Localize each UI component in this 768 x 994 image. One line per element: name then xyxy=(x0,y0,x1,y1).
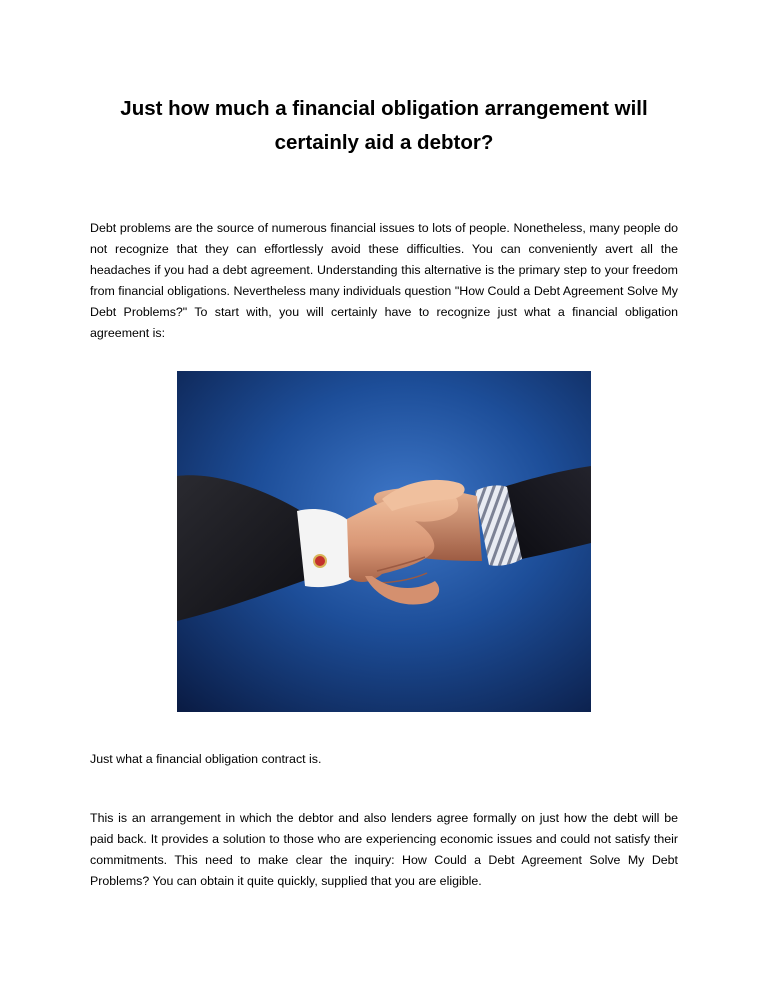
cufflink xyxy=(314,555,326,567)
body-paragraph: This is an arrangement in which the debtor and also lenders agree formally on just how the debt will be paid back. It provides a solution to those who are experiencing economic issues and could not satisfy their commitments. This need to make clear the inquiry: How Could a Debt Agreement Solve My Debt Problems? You can obtain it quite quickly, supplied that you are eligible. xyxy=(90,811,678,888)
page-title: Just how much a financial obligation arrangement will certainly aid a debtor? xyxy=(120,97,648,154)
handshake-photo xyxy=(177,371,591,712)
intro-paragraph: Debt problems are the source of numerous financial issues to lots of people. Nonetheless, many people do not recognize that they can effortlessly avoid these difficulties. You can conveniently avert all the headaches if you had a debt agreement. Understanding this alternative is the primary step to your freedom from financial obligations. Nevertheless many individuals question "How Could a Debt Agreement Solve My Debt Problems?" To start with, you will certainly have to recognize just what a financial obligation agreement is: xyxy=(90,221,678,340)
image-caption: Just what a financial obligation contract is. xyxy=(90,752,322,766)
